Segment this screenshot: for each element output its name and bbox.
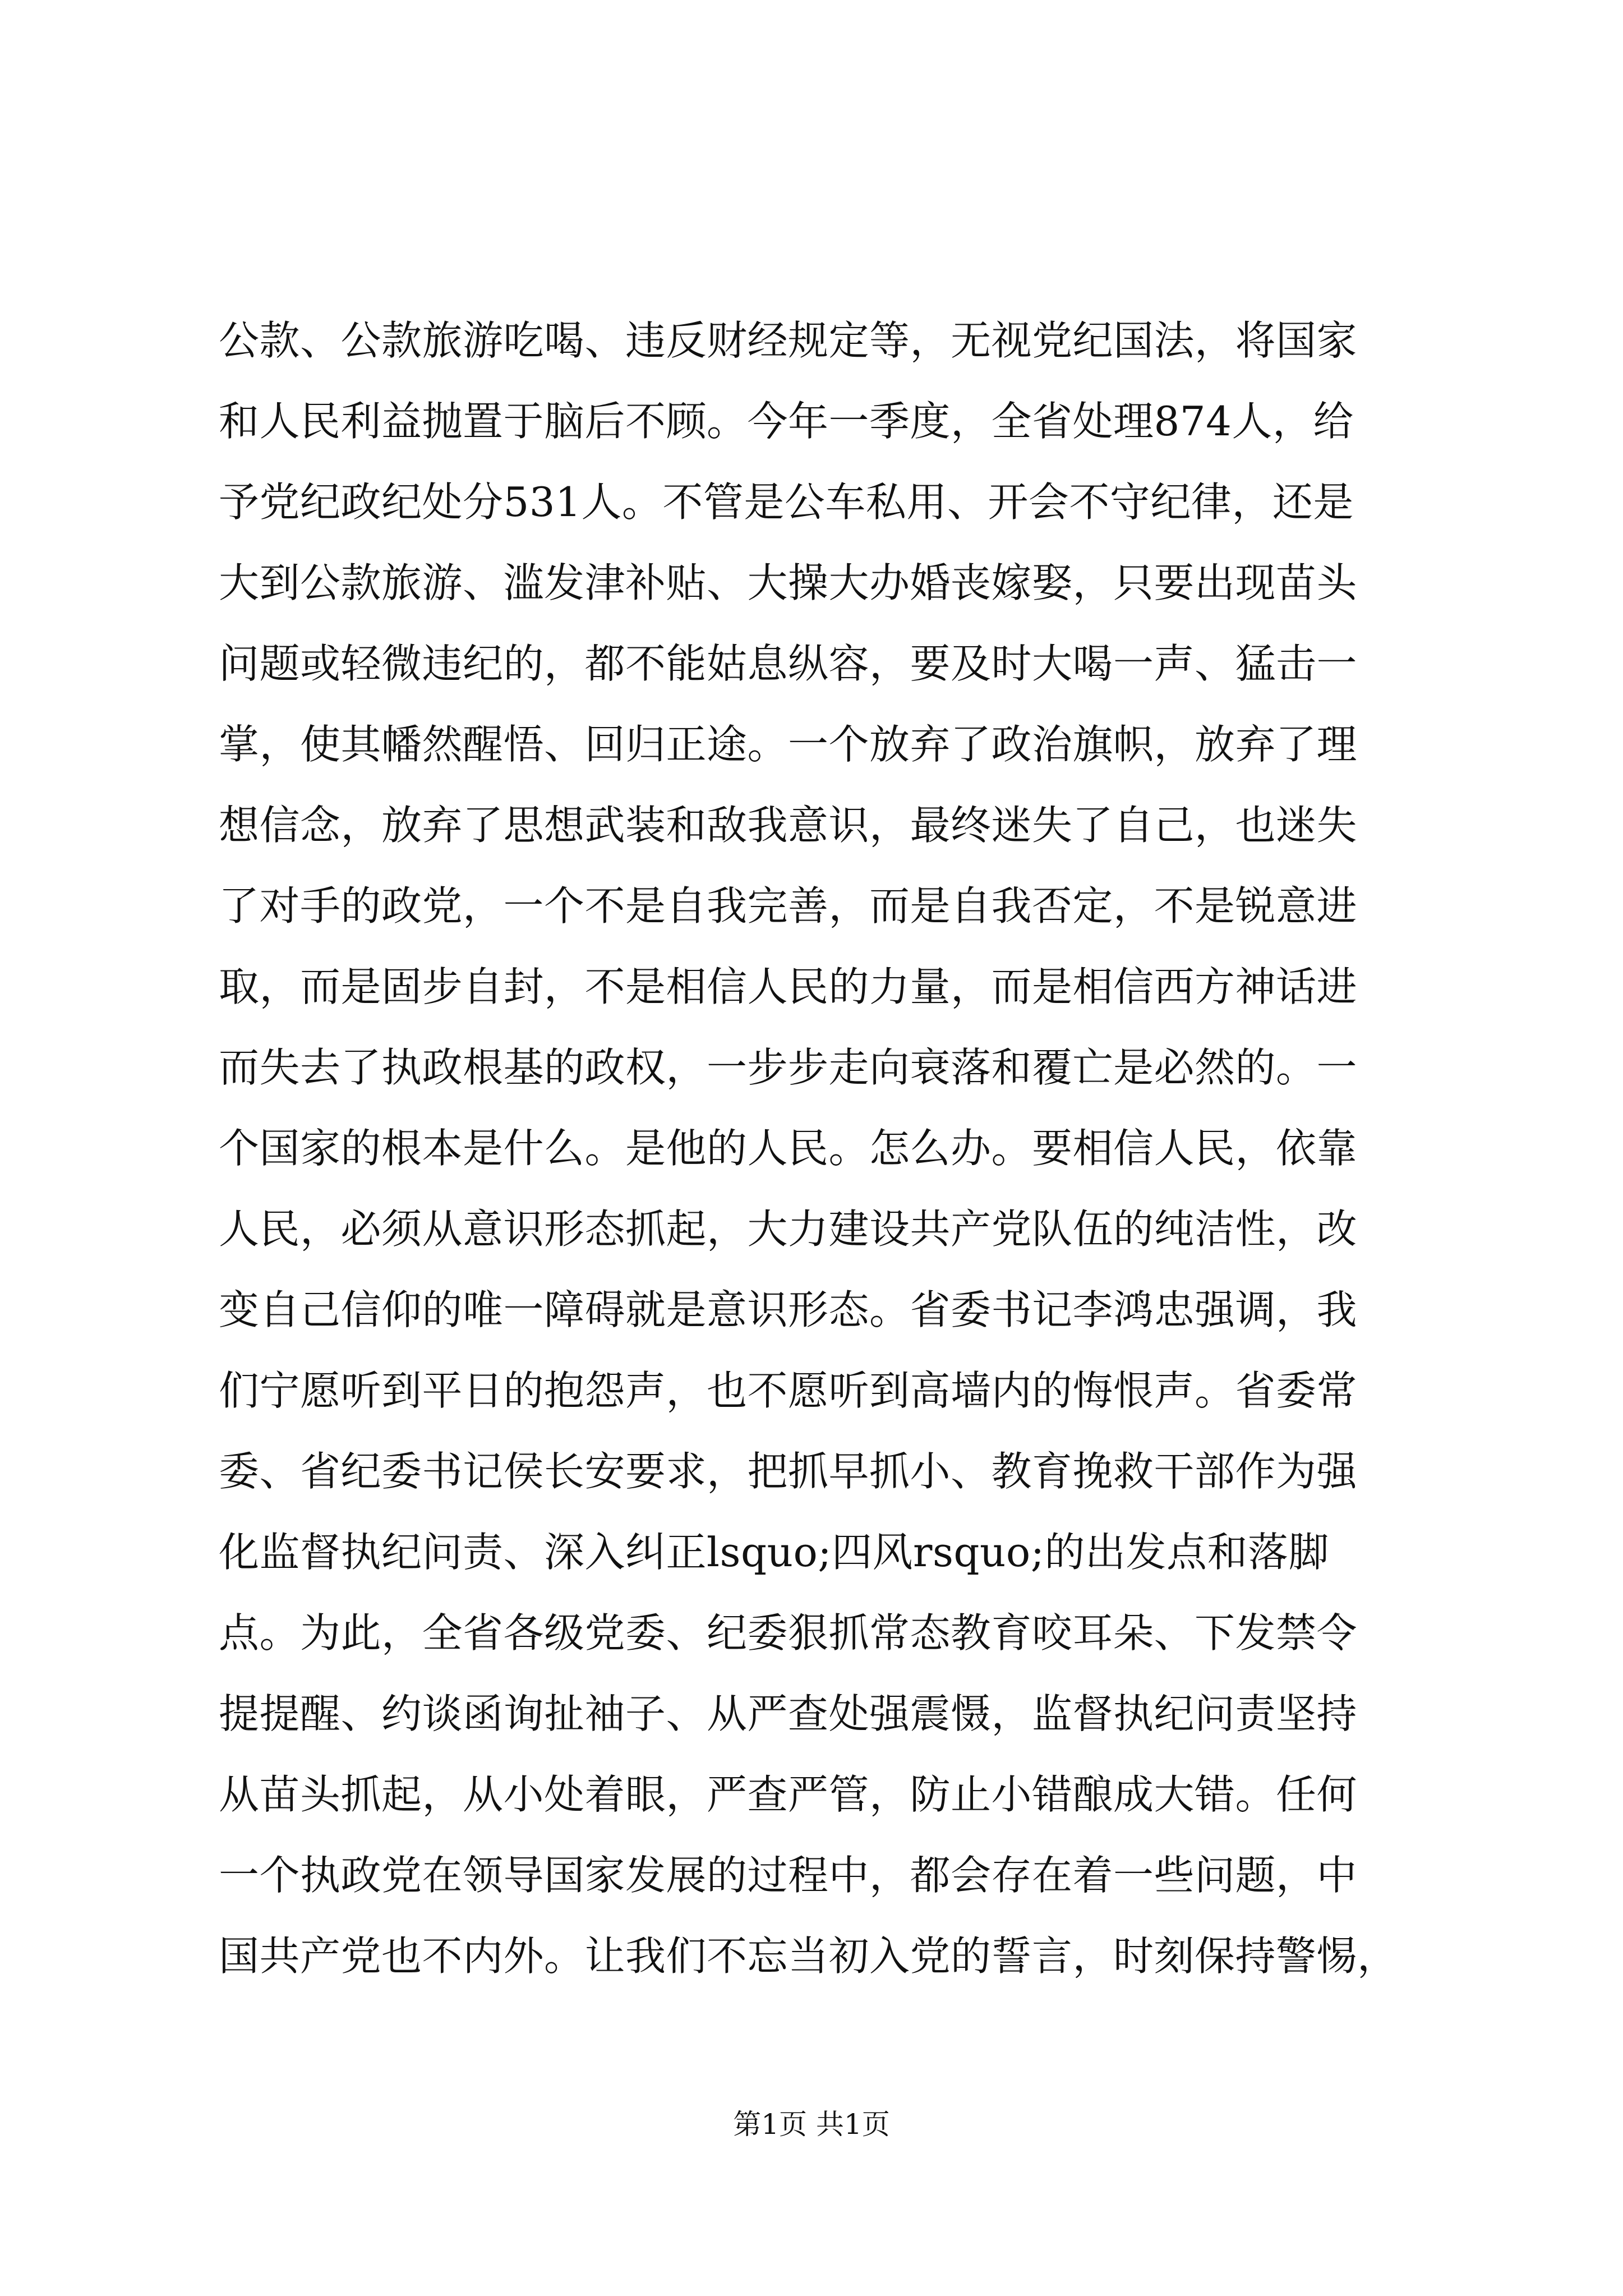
text-line: 掌，使其幡然醒悟、回归正途。一个放弃了政治旗帜，放弃了理: [219, 721, 1358, 768]
text-line: 点。为此，全省各级党委、纪委狠抓常态教育咬耳朵、下发禁令: [219, 1609, 1358, 1657]
page-footer: 第1页 共1页: [733, 2108, 890, 2141]
text-line: 提提醒、约谈函询扯袖子、从严查处强震慑，监督执纪问责坚持: [219, 1690, 1358, 1737]
text-line: 问题或轻微违纪的，都不能姑息纵容，要及时大喝一声、猛击一: [219, 640, 1358, 687]
text-line: 从苗头抓起，从小处着眼，严查严管，防止小错酿成大错。任何: [219, 1771, 1358, 1818]
body-paragraph: [219, 300, 1419, 1996]
text-line: 公款、公款旅游吃喝、违反财经规定等，无视党纪国法，将国家: [219, 317, 1358, 364]
text-line: 想信念，放弃了思想武装和敌我意识，最终迷失了自己，也迷失: [219, 802, 1358, 849]
text-line: 取，而是固步自封，不是相信人民的力量，而是相信西方神话进: [219, 963, 1358, 1010]
text-line: 个国家的根本是什么。是他的人民。怎么办。要相信人民，依靠: [219, 1125, 1358, 1172]
text-line: 国共产党也不内外。让我们不忘当初入党的誓言，时刻保持警惕，: [219, 1932, 1398, 1980]
text-line: 人民，必须从意识形态抓起，大力建设共产党队伍的纯洁性，改: [219, 1205, 1358, 1253]
text-line: 和人民利益抛置于脑后不顾。今年一季度，全省处理874人，给: [219, 398, 1354, 445]
text-line: 委、省纪委书记侯长安要求，把抓早抓小、教育挽救干部作为强: [219, 1448, 1358, 1495]
text-line: 而失去了执政根基的政权，一步步走向衰落和覆亡是必然的。一: [219, 1044, 1358, 1091]
text-line: 变自己信仰的唯一障碍就是意识形态。省委书记李鸿忠强调，我: [219, 1286, 1358, 1333]
text-line: 们宁愿听到平日的抱怨声，也不愿听到高墙内的悔恨声。省委常: [219, 1367, 1358, 1414]
text-line: 一个执政党在领导国家发展的过程中，都会存在着一些问题，中: [219, 1852, 1358, 1899]
text-line: 化监督执纪问责、深入纠正lsquo;四风rsquo;的出发点和落脚: [219, 1529, 1329, 1576]
text-line: 大到公款旅游、滥发津补贴、大操大办婚丧嫁娶，只要出现苗头: [219, 559, 1358, 606]
text-line: 予党纪政纪处分531人。不管是公车私用、开会不守纪律，还是: [219, 478, 1354, 526]
text-line: 了对手的政党，一个不是自我完善，而是自我否定，不是锐意进: [219, 882, 1358, 930]
